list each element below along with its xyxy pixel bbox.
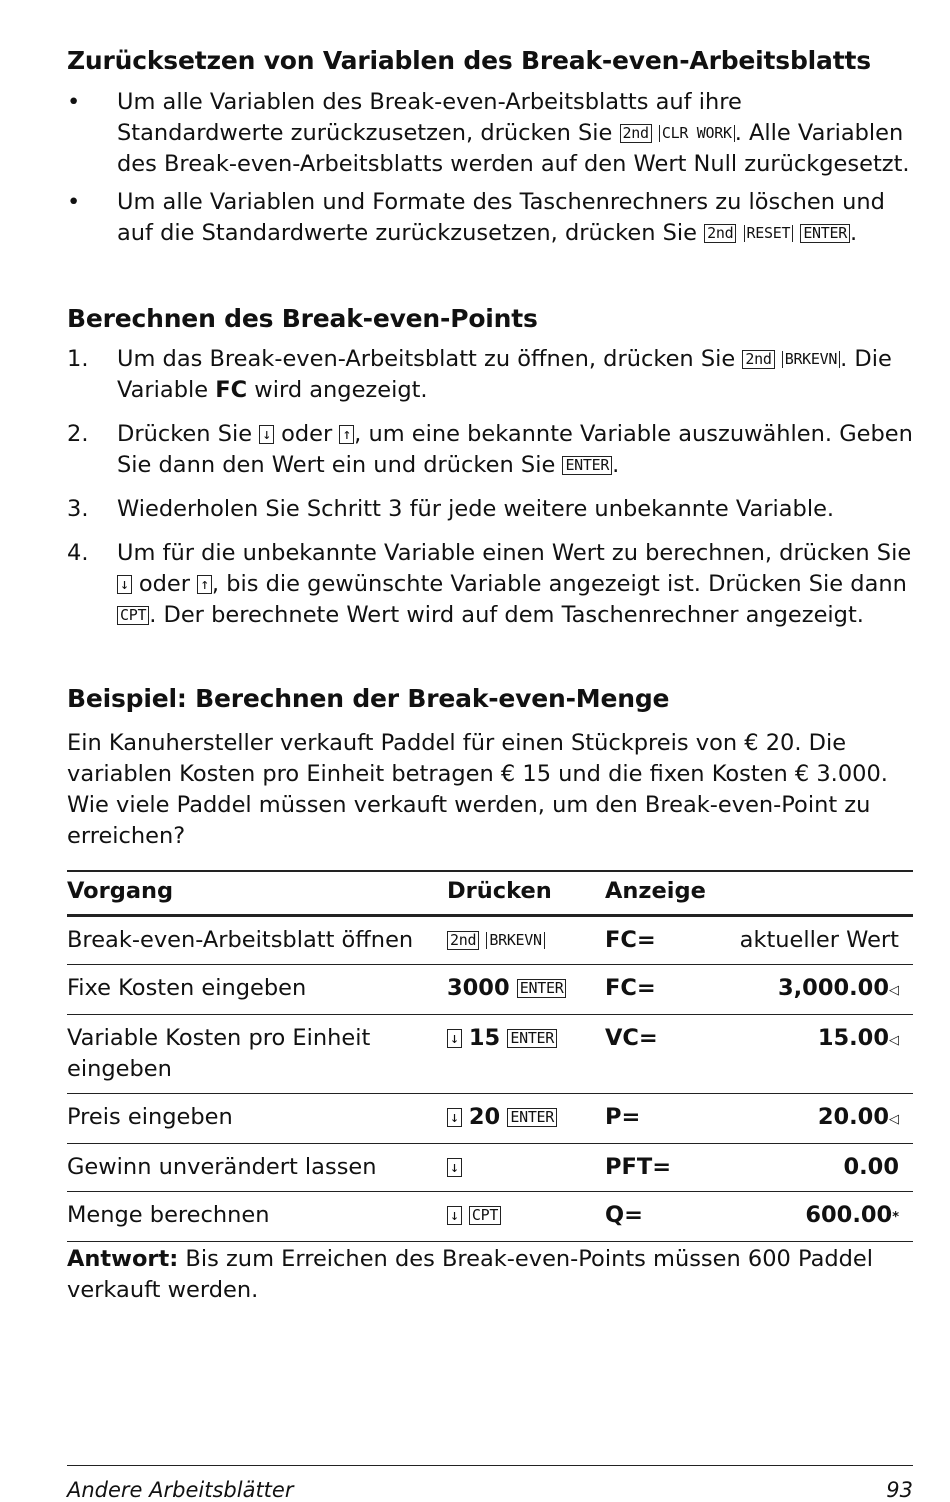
- key-2nd: 2nd: [704, 224, 736, 243]
- cell-action: Menge berechnen: [67, 1192, 447, 1242]
- cell-var: P=: [605, 1094, 706, 1144]
- key-clr-work: CLR WORK: [659, 125, 735, 142]
- key-down: ↓: [447, 1029, 462, 1048]
- cell-var: FC=: [605, 916, 706, 965]
- key-2nd: 2nd: [447, 931, 479, 950]
- cell-press: ↓ 20 ENTER: [447, 1094, 605, 1144]
- key-enter: ENTER: [517, 979, 567, 998]
- list-item: [67, 538, 913, 631]
- cell-value: 600.00*: [706, 1192, 913, 1242]
- header-vorgang: Vorgang: [67, 878, 174, 904]
- step-number: 3.: [67, 496, 89, 522]
- table-row: [67, 1144, 913, 1192]
- cell-press: 3000 ENTER: [447, 965, 605, 1015]
- key-cpt: CPT: [117, 606, 149, 625]
- key-enter: ENTER: [507, 1029, 557, 1048]
- cell-value: 0.00: [706, 1144, 913, 1192]
- step-text: Um für die unbekannte Variable einen Wert zu berechnen, drücken Sie ↓ oder ↑ , bis die gewünschte Variable angezeigt ist. Drücken Sie dann CPT . Der berechnete Wert wird auf dem Taschenrechner angezeigt.: [117, 540, 912, 628]
- bullet-text: Um alle Variablen und Formate des Taschenrechners zu löschen und auf die Standardwerte zurückzusetzen, drücken Sie 2nd RESET ENTER .: [117, 189, 885, 246]
- answer-text: Bis zum Erreichen des Break-even-Points müssen 600 Paddel verkauft werden.: [67, 1246, 874, 1303]
- bullet-marker: •: [67, 89, 81, 115]
- cell-press: [447, 1144, 605, 1192]
- list-item: [67, 494, 913, 525]
- key-enter: ENTER: [800, 224, 850, 243]
- section-title-example: Beispiel: Berechnen der Break-even-Menge: [67, 684, 670, 713]
- list-item: [67, 187, 913, 249]
- list-item: [67, 419, 913, 481]
- example-table-wrap: [67, 870, 913, 1242]
- key-brkevn: BRKEVN: [782, 351, 840, 368]
- cell-var: Q=: [605, 1192, 706, 1242]
- cell-var: FC=: [605, 965, 706, 1015]
- list-item: [67, 87, 913, 180]
- display-marker: *: [892, 1210, 899, 1225]
- cell-press: ↓ 15 ENTER: [447, 1015, 605, 1094]
- display-marker: ◁: [889, 1033, 899, 1048]
- cell-action: Variable Kosten pro Einheit eingeben: [67, 1015, 447, 1094]
- key-down: ↓: [259, 425, 274, 444]
- table-row: [67, 1192, 913, 1242]
- answer-paragraph: [67, 1244, 913, 1306]
- key-2nd: 2nd: [742, 350, 774, 369]
- cell-value: 3,000.00◁: [706, 965, 913, 1015]
- key-reset: RESET: [744, 225, 794, 242]
- answer-label: Antwort:: [67, 1246, 179, 1272]
- cell-value: 20.00◁: [706, 1094, 913, 1144]
- reset-bullet-list: [67, 87, 913, 249]
- cell-var: VC=: [605, 1015, 706, 1094]
- table-header-row: [67, 871, 913, 916]
- key-cpt: CPT: [469, 1206, 501, 1225]
- key-up: ↑: [197, 575, 212, 594]
- compute-steps-list: [67, 344, 913, 631]
- cell-action: Fixe Kosten eingeben: [67, 965, 447, 1015]
- display-marker: ◁: [889, 1112, 899, 1127]
- cell-action: Break-even-Arbeitsblatt öffnen: [67, 916, 447, 965]
- key-enter: ENTER: [507, 1108, 557, 1127]
- example-intro: Ein Kanuhersteller verkauft Paddel für einen Stückpreis von € 20. Die variablen Kosten pro Einheit betragen € 15 und die fixen Kosten € 3.000. Wie viele Paddel müssen verkauft werden, um den Break-even-Point zu erreichen?: [67, 730, 888, 849]
- cell-action: Preis eingeben: [67, 1094, 447, 1144]
- key-down: ↓: [447, 1108, 462, 1127]
- step-text: Um das Break-even-Arbeitsblatt zu öffnen, drücken Sie 2nd BRKEVN . Die Variable FC wird angezeigt.: [117, 346, 892, 403]
- header-druecken: Drücken: [447, 878, 552, 904]
- header-anzeige: Anzeige: [605, 878, 706, 904]
- example-table: [67, 870, 913, 1242]
- footer-divider: [67, 1465, 913, 1466]
- table-row: [67, 916, 913, 965]
- list-item: [67, 344, 913, 406]
- bullet-text: Um alle Variablen des Break-even-Arbeitsblatts auf ihre Standardwerte zurückzusetzen, drücken Sie 2nd CLR WORK . Alle Variablen des Break-even-Arbeitsblatts werden auf den Wert Null zurückgesetzt.: [117, 89, 910, 177]
- cell-action: Gewinn unverändert lassen: [67, 1144, 447, 1192]
- step-text: Drücken Sie ↓ oder ↑ , um eine bekannte Variable auszuwählen. Geben Sie dann den Wert ein und drücken Sie ENTER .: [117, 421, 913, 478]
- key-down: ↓: [447, 1206, 462, 1225]
- cell-press: [447, 1192, 605, 1242]
- key-brkevn: BRKEVN: [486, 932, 544, 949]
- cell-var: PFT=: [605, 1144, 706, 1192]
- step-number: 2.: [67, 421, 89, 447]
- table-row: [67, 1094, 913, 1144]
- table-row: [67, 1015, 913, 1094]
- bullet-marker: •: [67, 189, 81, 215]
- key-enter: ENTER: [562, 456, 612, 475]
- key-2nd: 2nd: [620, 124, 652, 143]
- section-title-reset: Zurücksetzen von Variablen des Break-even-Arbeitsblatts: [67, 46, 871, 75]
- cell-value: aktueller Wert: [706, 916, 913, 965]
- table-row: [67, 965, 913, 1015]
- cell-press: [447, 916, 605, 965]
- header-value: [706, 871, 913, 916]
- key-down: ↓: [447, 1158, 462, 1177]
- display-marker: ◁: [889, 983, 899, 998]
- footer-page-number: 93: [886, 1478, 913, 1502]
- step-number: 1.: [67, 346, 89, 372]
- section-title-compute: Berechnen des Break-even-Points: [67, 304, 538, 333]
- footer-chapter: Andere Arbeitsblätter: [67, 1478, 294, 1502]
- key-up: ↑: [339, 425, 354, 444]
- step-text: Wiederholen Sie Schritt 3 für jede weitere unbekannte Variable.: [117, 496, 835, 522]
- step-number: 4.: [67, 540, 89, 566]
- key-down: ↓: [117, 575, 132, 594]
- cell-value: 15.00◁: [706, 1015, 913, 1094]
